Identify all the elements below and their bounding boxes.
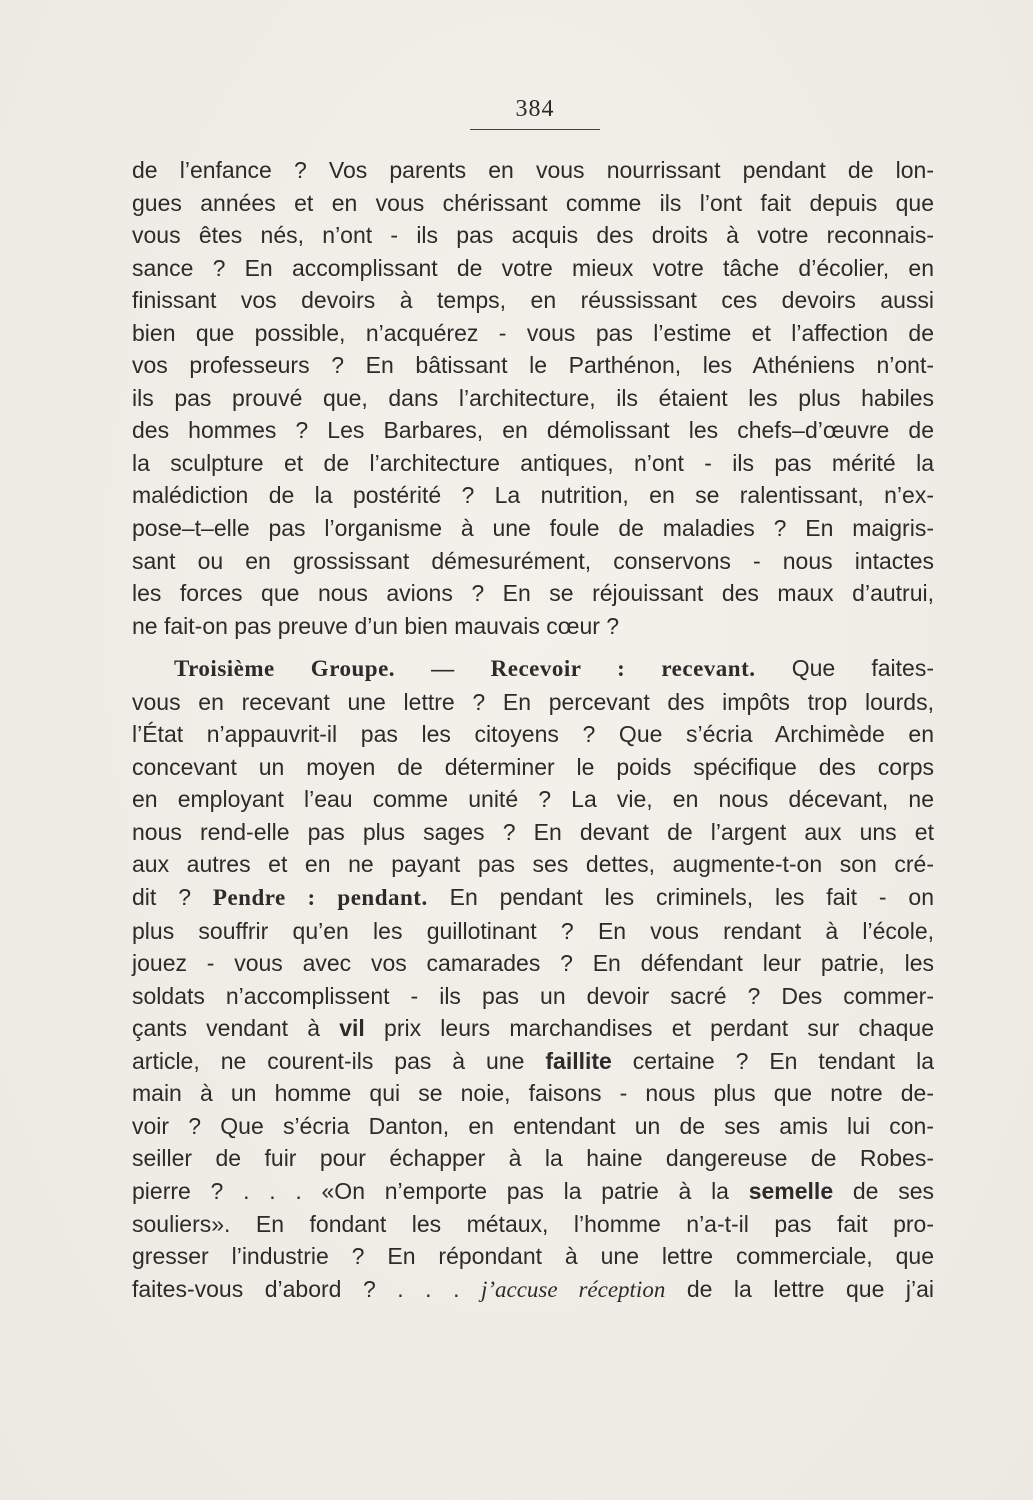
text-line xyxy=(132,881,934,915)
page-number: 384 xyxy=(515,96,555,122)
text-line xyxy=(132,1012,934,1045)
text-line: pose–t–elle pas l’organisme à une foule de maladies ? En maigris- xyxy=(132,515,934,542)
text-line: main à un homme qui se noie, faisons - nous plus que notre de- xyxy=(132,1080,934,1107)
text-span: Que faites- xyxy=(755,655,934,682)
text-line: les forces que nous avions ? En se réjouissant des maux d’autrui, xyxy=(132,580,934,607)
text-line: des hommes ? Les Barbares, en démolissant les chefs–d’œuvre de xyxy=(132,417,934,444)
text-span: faites-vous d’abord ? . . . xyxy=(132,1275,481,1302)
text-line: voir ? Que s’écria Danton, en entendant un de ses amis lui con- xyxy=(132,1112,934,1139)
bold-word: faillite xyxy=(545,1047,612,1074)
page-number-rule xyxy=(470,129,600,130)
text-span: En pendant les criminels, les fait - on xyxy=(427,884,934,911)
text-line: malédiction de la postérité ? La nutrition, en se ralentissant, n’ex- xyxy=(132,482,934,509)
text-line xyxy=(132,1273,934,1307)
text-span: de la lettre que j’ai xyxy=(665,1275,934,1302)
text-line: l’État n’appauvrit-il pas les citoyens ? Que s’écria Archimède en xyxy=(132,721,934,748)
bold-word: vil xyxy=(339,1015,365,1042)
paragraph-2 xyxy=(132,652,934,1306)
text-line: souliers». En fondant les métaux, l’homme n’a-t-il pas fait pro- xyxy=(132,1210,934,1237)
text-line: nous rend-elle pas plus sages ? En devant de l’argent aux uns et xyxy=(132,818,934,845)
text-line: bien que possible, n’acquérez - vous pas l’estime et l’affection de xyxy=(132,319,934,346)
text-line: en employant l’eau comme unité ? La vie, en nous décevant, ne xyxy=(132,786,934,813)
text-line: ne fait-on pas preuve d’un bien mauvais cœur ? xyxy=(132,612,620,639)
body-text xyxy=(132,154,934,1306)
text-line: aux autres et en ne payant pas ses dettes, augmente-t-on son cré- xyxy=(132,851,934,878)
text-span: dit ? xyxy=(132,884,213,911)
text-line: vous êtes nés, n’ont - ils pas acquis des droits à votre reconnais- xyxy=(132,222,934,249)
text-span: article, ne courent-ils pas à une xyxy=(132,1047,546,1074)
text-line: finissant vos devoirs à temps, en réussissant ces devoirs aussi xyxy=(132,287,934,314)
italic-phrase: j’accuse réception xyxy=(480,1276,666,1302)
text-line: gresser l’industrie ? En répondant à une lettre commerciale, que xyxy=(132,1243,934,1270)
text-line xyxy=(132,1175,934,1208)
paragraph-1 xyxy=(132,154,934,642)
bold-word: semelle xyxy=(748,1177,834,1204)
text-line: soldats n’accomplissent - ils pas un devoir sacré ? Des commer- xyxy=(132,982,934,1009)
text-line: gues années et en vous chérissant comme ils l’ont fait depuis que xyxy=(132,189,934,216)
text-line: la sculpture et de l’architecture antiques, n’ont - ils pas mérité la xyxy=(132,449,934,476)
section-heading: Troisième Groupe. — Recevoir : recevant. xyxy=(174,656,756,682)
text-line: vous en recevant une lettre ? En percevant des impôts trop lourds, xyxy=(132,688,934,715)
text-span: pierre ? . . . «On n’emporte pas la patrie à la xyxy=(132,1177,749,1204)
text-line: sance ? En accomplissant de votre mieux votre tâche d’écolier, en xyxy=(132,254,934,281)
text-line xyxy=(132,652,934,686)
text-line: seiller de fuir pour échapper à la haine dangereuse de Robes- xyxy=(132,1145,934,1172)
text-span: prix leurs marchandises et perdant sur chaque xyxy=(364,1015,934,1042)
text-span: de ses xyxy=(833,1177,934,1204)
verb-heading: Pendre : pendant. xyxy=(212,885,428,911)
text-span: certaine ? En tendant la xyxy=(611,1047,935,1074)
text-line: plus souffrir qu’en les guillotinant ? En vous rendant à l’école, xyxy=(132,917,934,944)
text-line: jouez - vous avec vos camarades ? En défendant leur patrie, les xyxy=(132,950,934,977)
text-line: vos professeurs ? En bâtissant le Parthénon, les Athéniens n’ont- xyxy=(132,352,934,379)
text-line: concevant un moyen de déterminer le poids spécifique des corps xyxy=(132,753,934,780)
text-line: ils pas prouvé que, dans l’architecture, ils étaient les plus habiles xyxy=(132,384,934,411)
text-line xyxy=(132,1045,934,1078)
text-span: çants vendant à xyxy=(132,1015,340,1042)
text-line: de l’enfance ? Vos parents en vous nourrissant pendant de lon- xyxy=(132,157,934,183)
text-line: sant ou en grossissant démesurément, conservons - nous intactes xyxy=(132,547,934,574)
